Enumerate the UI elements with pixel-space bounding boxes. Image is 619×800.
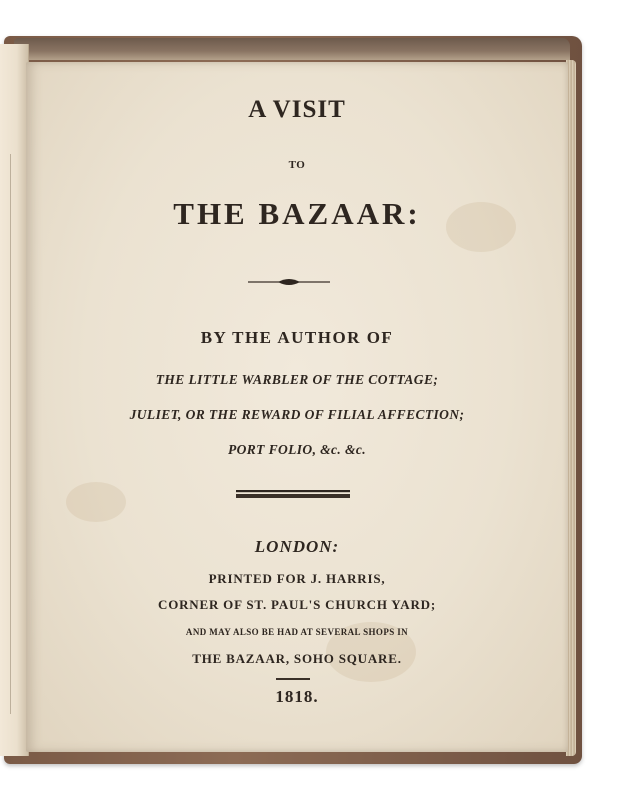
imprint-line-4: THE BAZAAR, SOHO SQUARE. — [192, 651, 402, 666]
imprint-line-2: CORNER OF ST. PAUL'S CHURCH YARD; — [158, 597, 436, 612]
previous-work-2: JULIET, OR THE REWARD OF FILIAL AFFECTION; — [129, 407, 465, 422]
publication-year: 1818. — [275, 687, 319, 706]
title-line-1: A VISIT — [248, 96, 346, 123]
left-page — [0, 44, 29, 756]
title-line-2: TO — [288, 159, 306, 171]
left-page-rule — [10, 154, 11, 714]
diamond-rule-ornament-icon — [248, 276, 330, 288]
paper-stain — [66, 482, 126, 522]
title-line-3: THE BAZAAR: — [173, 196, 421, 231]
previous-work-3: PORT FOLIO, &c. &c. — [227, 442, 367, 457]
imprint-line-1: PRINTED FOR J. HARRIS, — [208, 571, 386, 586]
imprint-city: LONDON: — [254, 537, 340, 556]
previous-work-1: THE LITTLE WARBLER OF THE COTTAGE; — [155, 372, 439, 387]
short-rule — [276, 678, 310, 680]
book-cover-top-edge — [14, 38, 570, 60]
imprint-line-3: AND MAY ALSO BE HAD AT SEVERAL SHOPS IN — [185, 627, 409, 637]
byline: BY THE AUTHOR OF — [200, 328, 394, 347]
double-rule-icon — [236, 490, 350, 499]
